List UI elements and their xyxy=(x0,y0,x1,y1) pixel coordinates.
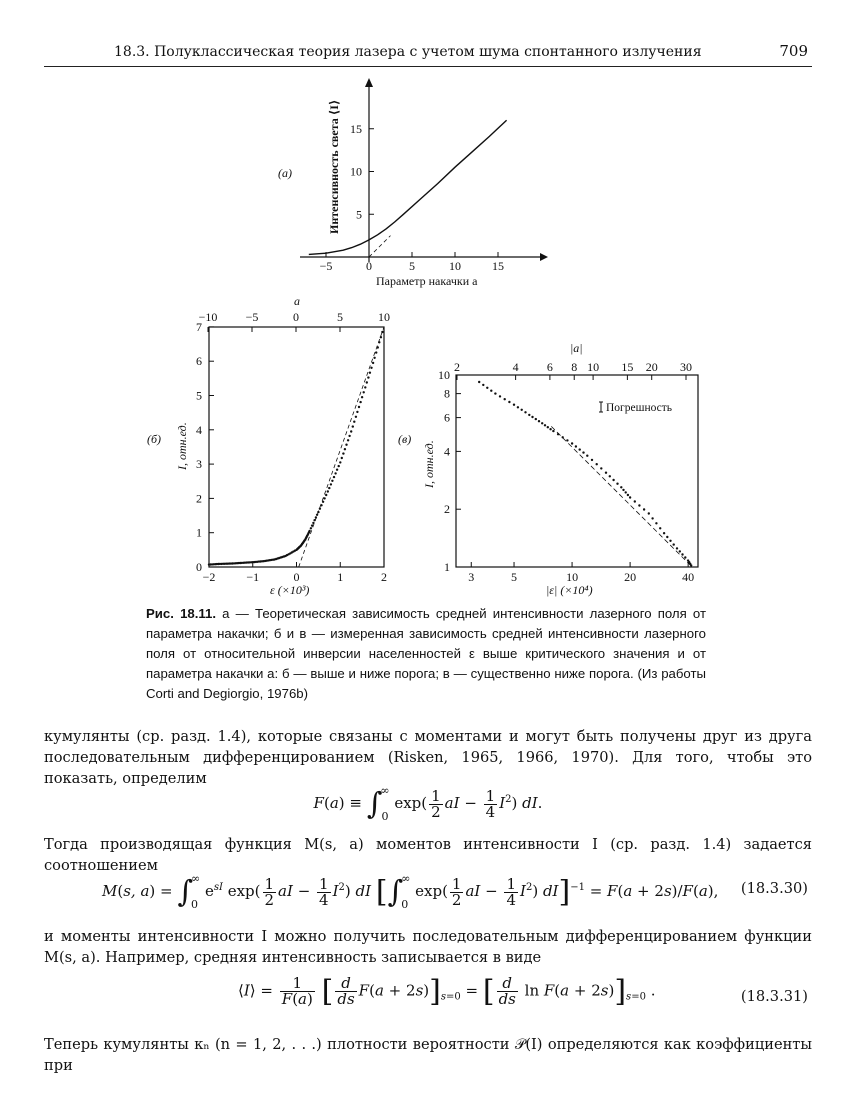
panel-c-fit-line xyxy=(551,426,692,567)
panel-b-xtick-label: 1 xyxy=(337,570,344,584)
panel-c-legend: Погрешность xyxy=(606,402,673,414)
panel-c-top-tick-label: 2 xyxy=(454,360,460,374)
panel-c-ytick-label: 8 xyxy=(444,386,450,401)
panel-c-data-point xyxy=(673,543,675,545)
panel-b-ytick-label: 3 xyxy=(196,457,202,472)
paragraph-4: Теперь кумулянты κₙ (n = 1, 2, . . .) плотности вероятности 𝒫(I) определяются как коэффициенты при xyxy=(44,1036,812,1074)
panel-b-data-point xyxy=(363,391,365,393)
panel-b-ytick-label: 1 xyxy=(196,525,202,540)
panel-b-data-point xyxy=(350,430,352,432)
panel-c-data-point xyxy=(547,426,549,428)
panel-c-data-point xyxy=(482,384,484,386)
figure-panel-b xyxy=(140,292,400,600)
panel-c-xtick-label: 20 xyxy=(624,570,637,584)
panel-a-xtick-label: 0 xyxy=(366,259,372,273)
panel-c-xtick-label: 5 xyxy=(511,570,518,584)
panel-c-data-point xyxy=(600,467,602,469)
panel-c-ytick-label: 4 xyxy=(444,444,450,459)
panel-c-xlabel: |ε| (×10⁴) xyxy=(546,583,593,597)
panel-c-data-point xyxy=(609,475,611,477)
panel-c-data-point xyxy=(517,406,519,408)
panel-c-top-tick-label: 6 xyxy=(546,360,553,374)
panel-c-data-point xyxy=(486,387,488,389)
panel-b-data-point xyxy=(319,508,321,510)
panel-c-data-point xyxy=(684,556,686,558)
panel-b-fit-line xyxy=(299,327,384,567)
panel-a-ylabel: Интенсивность света ⟨I⟩ xyxy=(327,99,341,234)
figure-caption xyxy=(146,604,706,704)
panel-b-top-tick-label: −5 xyxy=(245,310,259,324)
panel-b-top-tick-label: 5 xyxy=(337,310,343,324)
panel-c-ytick-label: 6 xyxy=(444,410,450,425)
panel-b-ytick-label: 6 xyxy=(196,354,202,369)
section-title: 18.3. Полуклассическая теория лазера с учетом шума спонтанного излучения xyxy=(114,44,702,60)
panel-c-data-point xyxy=(579,448,581,450)
panel-c-label: (в) xyxy=(398,432,412,446)
panel-c-data-point xyxy=(681,553,683,555)
panel-a-xlabel: Параметр накачки a xyxy=(376,274,478,288)
equation-18-3-30-number: (18.3.30) xyxy=(740,880,808,897)
panel-b-top-tick-label: −10 xyxy=(198,310,218,324)
panel-b-data-point xyxy=(325,494,327,496)
panel-a-asymptote xyxy=(369,236,391,257)
panel-c-data-point xyxy=(612,479,614,481)
panel-c-data-point xyxy=(582,451,584,453)
panel-a-xtick-label: −5 xyxy=(319,259,333,273)
paragraph-3: и моменты интенсивности I можно получить последовательным дифференцированием функции M(s, a). Например, средняя интенсивность записывается в виде xyxy=(44,928,812,966)
panel-c-data-point xyxy=(651,517,653,519)
panel-c-data-point xyxy=(499,395,501,397)
panel-c-data-point xyxy=(655,522,657,524)
panel-b-data-point xyxy=(310,527,312,529)
panel-b-frame xyxy=(209,327,384,567)
panel-a-x-arrow xyxy=(540,253,548,261)
panel-b-data-point xyxy=(333,476,335,478)
panel-c-top-tick-label: 10 xyxy=(587,360,600,374)
panel-c-data-point xyxy=(490,390,492,392)
panel-c-data-point xyxy=(638,504,640,506)
panel-b-data-point xyxy=(348,435,350,437)
panel-b-data-point xyxy=(358,406,360,408)
panel-c-ytick-label: 10 xyxy=(438,368,450,382)
panel-c-data-point xyxy=(676,547,678,549)
panel-b-top-tick-label: 10 xyxy=(378,310,390,324)
panel-c-top-tick-label: 15 xyxy=(621,360,634,374)
paragraph-1: кумулянты (ср. разд. 1.4), которые связаны с моментами и могут быть получены друг из друга последовательным дифференцированием (Risken, 1965, 1966, 1970). Для того, чтобы это показать, определим xyxy=(44,728,812,787)
panel-c-data-point xyxy=(663,532,665,534)
panel-b-ytick-label: 5 xyxy=(196,388,202,403)
panel-b-data-point xyxy=(356,411,358,413)
panel-a-label: (a) xyxy=(278,166,292,180)
panel-a-ytick-label: 10 xyxy=(350,164,362,179)
panel-c-data-point xyxy=(634,500,636,502)
panel-c-data-point xyxy=(586,455,588,457)
equation-18-3-31-number: (18.3.31) xyxy=(740,988,808,1005)
panel-a-xtick-label: 10 xyxy=(449,259,461,273)
panel-c-data-point xyxy=(513,404,515,406)
panel-b-xtick-label: −2 xyxy=(202,570,216,584)
panel-c-data-point xyxy=(571,442,573,444)
panel-b-data-point xyxy=(341,457,343,459)
panel-c-data-point xyxy=(666,536,668,538)
figure-panel-c xyxy=(395,338,715,600)
panel-c-data-point xyxy=(679,550,681,552)
panel-b-xlabel: ε (×10³) xyxy=(270,583,310,597)
panel-b-data-point xyxy=(328,487,330,489)
panel-c-data-point xyxy=(508,401,510,403)
panel-c-xtick-label: 10 xyxy=(566,570,579,584)
equation-18-3-30 xyxy=(44,860,812,920)
panel-c-ytick-label: 1 xyxy=(444,560,450,574)
panel-b-data-point xyxy=(334,472,336,474)
panel-c-data-point xyxy=(549,428,551,430)
panel-a-xtick-label: 5 xyxy=(409,259,415,273)
panel-b-data-point xyxy=(380,336,382,338)
panel-b-data-point xyxy=(331,480,333,482)
panel-b-data-point xyxy=(359,401,361,403)
panel-c-data-point xyxy=(521,409,523,411)
panel-c-data-point xyxy=(528,414,530,416)
panel-c-data-point xyxy=(622,489,624,491)
panel-b-data-point xyxy=(352,425,354,427)
panel-a-ytick-label: 15 xyxy=(350,121,362,136)
page-number: 709 xyxy=(779,42,808,60)
panel-c-data-point xyxy=(625,491,627,493)
panel-b-data-point xyxy=(344,448,346,450)
panel-c-data-point xyxy=(659,527,661,529)
panel-c-top-tick-label: 20 xyxy=(645,360,658,374)
panel-c-xtick-label: 3 xyxy=(468,570,475,584)
panel-b-data-point xyxy=(369,372,371,374)
panel-b-data-point xyxy=(345,444,347,446)
panel-c-data-point xyxy=(552,430,554,432)
panel-b-xtick-label: 2 xyxy=(381,570,387,584)
panel-c-data-point xyxy=(575,445,577,447)
panel-c-data-point xyxy=(538,420,540,422)
panel-b-data-point xyxy=(353,421,355,423)
panel-b-xtick-label: −1 xyxy=(246,570,260,584)
panel-c-data-point xyxy=(504,398,506,400)
panel-c-top-label: |a| xyxy=(570,341,583,355)
panel-b-data-point xyxy=(370,367,372,369)
panel-b-data-point xyxy=(367,376,369,378)
panel-b-top-label: a xyxy=(294,294,300,308)
page-header xyxy=(44,40,812,67)
panel-c-data-point xyxy=(535,418,537,420)
panel-c-top-tick-label: 30 xyxy=(680,360,692,374)
caption-label: Рис. 18.11. xyxy=(146,606,217,621)
panel-b-ytick-label: 4 xyxy=(196,422,202,437)
panel-a-xtick-label: 15 xyxy=(492,259,504,273)
panel-c-data-point xyxy=(544,424,546,426)
panel-b-data-point xyxy=(373,357,375,359)
panel-a-ytick-label: 5 xyxy=(356,207,362,222)
equation-F-body: F(a) ≡ ∫ ∞ 0 exp( $\frac{1}{2}$ aI − $\frac{1}{4}$ $I^2$) dI. xyxy=(313,784,543,823)
equation-18-3-30-body: M(s, a) = ∫ ∞ 0 $e^{sI}$ exp( $\frac{1}{2}$ aI − $\frac{1}{4}$ $I^2$) dI [∫ ∞ 0 exp( $\frac{1}{2}$ aI − $\frac{1}{4}$ $I^2$) dI]$^{-1}$ = F(a + 2s)/F(a), xyxy=(102,872,719,911)
panel-c-data-point xyxy=(531,416,533,418)
panel-b-ytick-label: 7 xyxy=(196,319,202,334)
panel-c-data-point xyxy=(605,472,607,474)
panel-b-data-point xyxy=(366,381,368,383)
panel-b-top-tick-label: 0 xyxy=(293,310,299,324)
panel-c-xtick-label: 40 xyxy=(682,570,695,584)
panel-c-data-point xyxy=(627,494,629,496)
panel-b-ytick-label: 2 xyxy=(196,491,202,506)
panel-c-data-point xyxy=(620,486,622,488)
equation-18-3-31 xyxy=(44,968,812,1028)
panel-b-data-point xyxy=(308,530,310,532)
panel-b-data-point xyxy=(327,490,329,492)
panel-c-data-point xyxy=(643,508,645,510)
panel-b-data-point xyxy=(347,439,349,441)
panel-b-data-point xyxy=(330,483,332,485)
panel-c-data-point xyxy=(591,459,593,461)
panel-c-data-point xyxy=(524,411,526,413)
panel-c-data-point xyxy=(494,392,496,394)
panel-b-data-point xyxy=(338,465,340,467)
panel-c-data-point xyxy=(629,496,631,498)
figure-panel-a xyxy=(270,78,560,294)
panel-c-data-point xyxy=(541,422,543,424)
panel-a-y-arrow xyxy=(365,78,373,87)
panel-c-top-tick-label: 8 xyxy=(571,360,578,374)
panel-c-ytick-label: 2 xyxy=(444,502,450,517)
panel-c-ylabel: I, отн.ед. xyxy=(422,440,436,488)
panel-b-data-point xyxy=(361,396,363,398)
panel-b-label: (б) xyxy=(147,432,162,446)
panel-b-xtick-label: 0 xyxy=(293,570,300,584)
panel-c-top-tick-label: 4 xyxy=(512,360,519,374)
panel-c-data-point xyxy=(478,381,480,383)
panel-c-data-point xyxy=(566,439,568,441)
panel-b-data-point xyxy=(339,461,341,463)
panel-c-data-point xyxy=(648,512,650,514)
panel-b-data-point xyxy=(372,362,374,364)
panel-c-data-point xyxy=(669,540,671,542)
panel-b-ytick-label: 0 xyxy=(196,560,202,574)
caption-text: a — Теоретическая зависимость средней интенсивности лазерного поля от параметра накачки; б и в — измеренная зависимость средней интенсивности лазерного поля от относительной инверсии населенностей ε выше критического значения и от параметра накачки a: б — выше и ниже порога; в — существенно ниже порога. (Из работы Corti and Degiorgio, 1976b) xyxy=(146,606,706,701)
panel-b-data-point xyxy=(342,452,344,454)
panel-b-data-point xyxy=(364,386,366,388)
paragraph-2: Тогда производящая функция M(s, a) моментов интенсивности I (ср. разд. 1.4) задается соотношением xyxy=(44,836,812,874)
panel-c-data-point xyxy=(616,483,618,485)
panel-b-ylabel: I, отн.ед. xyxy=(175,422,189,470)
panel-c-data-point xyxy=(596,463,598,465)
panel-b-data-point xyxy=(336,469,338,471)
equation-18-3-31-body: ⟨I⟩ = $\frac{1}{F(a)}$ [ $\frac{d}{ds}$ $F(a + 2s)]_{s=0}$ = [ $\frac{d}{ds}$ $\ln F(a + 2s)]_{s=0}$ . xyxy=(238,974,656,1009)
equation-F xyxy=(44,770,812,830)
panel-b-data-point xyxy=(355,416,357,418)
panel-b-data-point xyxy=(375,351,377,353)
